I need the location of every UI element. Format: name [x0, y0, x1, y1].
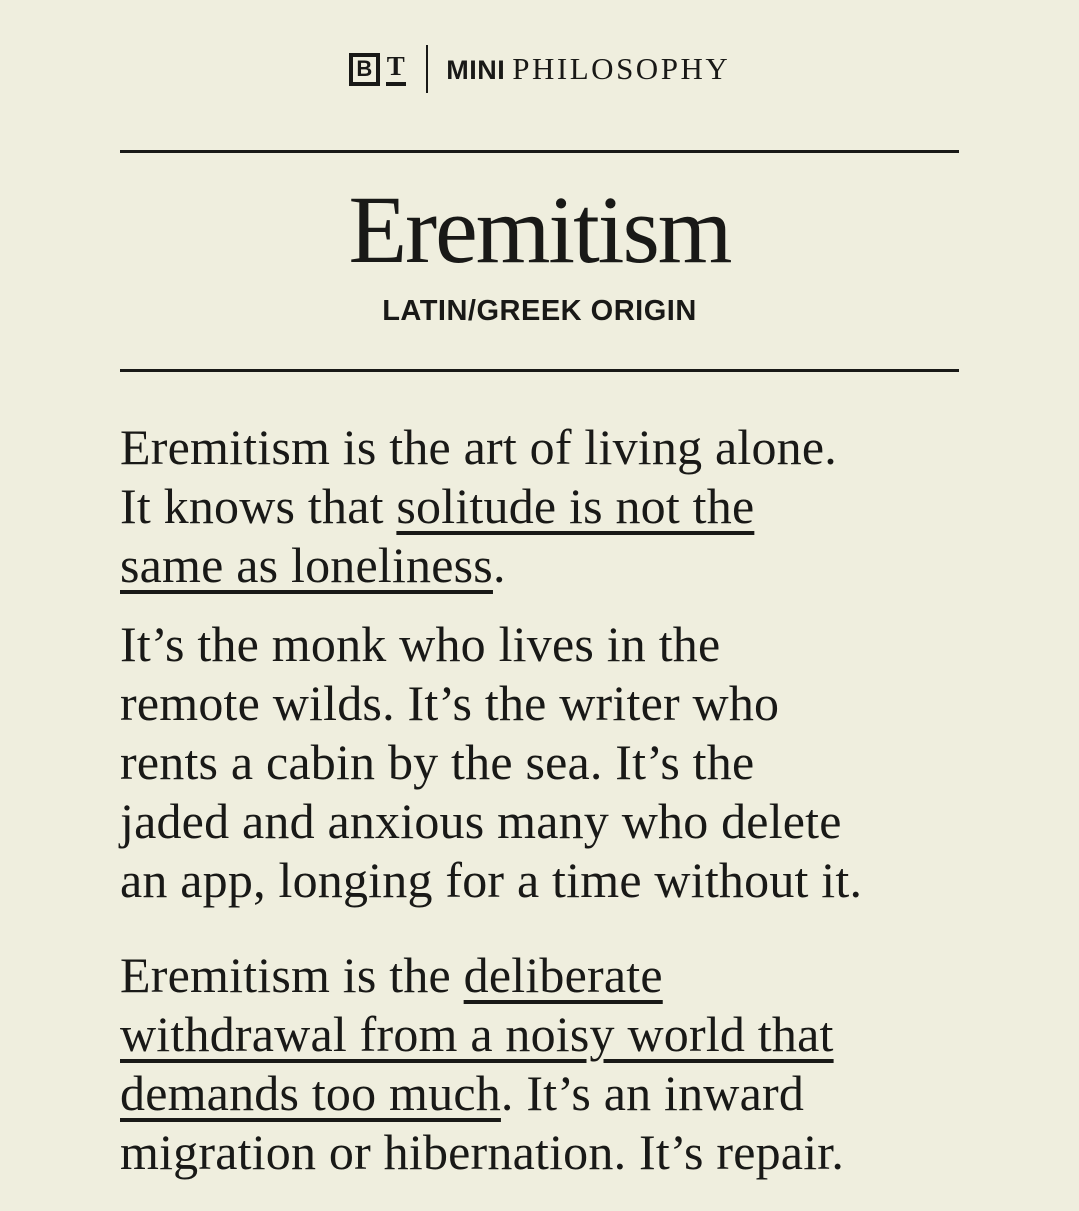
text-line — [120, 674, 1020, 733]
underlined-phrase: solitude is not the — [396, 478, 755, 534]
series-title-mini: MINI — [446, 55, 506, 85]
text-line — [120, 946, 1020, 1005]
logo-t-icon — [386, 50, 406, 86]
text-segment: jaded and anxious many who delete — [120, 793, 842, 849]
text-segment: It knows that — [120, 478, 397, 534]
logo-b-icon — [349, 53, 380, 86]
text-line — [120, 851, 1020, 910]
logo-b-letter: B — [356, 55, 373, 81]
divider-rule-bottom — [120, 369, 959, 372]
logo-divider — [426, 45, 429, 93]
paragraph — [120, 615, 1020, 910]
divider-rule-top — [120, 150, 959, 153]
text-line — [120, 477, 1020, 536]
origin-label: LATIN/GREEK ORIGIN — [382, 295, 697, 327]
underlined-phrase: withdrawal from a noisy world that — [120, 1006, 834, 1062]
text-segment: remote wilds. It’s the writer who — [120, 675, 780, 731]
text-segment: Eremitism is the — [120, 947, 464, 1003]
paragraph — [120, 418, 1020, 595]
text-line — [120, 1064, 1020, 1123]
text-line — [120, 536, 1020, 595]
text-line — [120, 733, 1020, 792]
underlined-phrase: same as loneliness — [120, 537, 493, 593]
logo-t-letter: T — [386, 50, 405, 81]
text-segment: migration or hibernation. It’s repair. — [120, 1124, 845, 1180]
text-segment: . It’s an inward — [500, 1065, 805, 1121]
paragraph — [120, 946, 1020, 1182]
series-title — [446, 51, 730, 87]
text-segment: rents a cabin by the sea. It’s the — [120, 734, 755, 790]
text-segment: an app, longing for a time without it. — [120, 852, 863, 908]
header — [0, 45, 1079, 93]
text-line — [120, 418, 1020, 477]
page-title: Eremitism — [348, 176, 731, 283]
text-segment: It’s the monk who lives in the — [120, 616, 721, 672]
text-line — [120, 1123, 1020, 1182]
text-line — [120, 792, 1020, 851]
text-segment: . — [492, 537, 506, 593]
text-line — [120, 615, 1020, 674]
definition-body — [120, 418, 1020, 1182]
text-line — [120, 1005, 1020, 1064]
bigthink-logo — [349, 50, 406, 86]
series-title-philosophy: PHILOSOPHY — [512, 51, 731, 86]
underlined-phrase: deliberate — [463, 947, 663, 1003]
text-segment: Eremitism is the art of living alone. — [120, 419, 837, 475]
underlined-phrase: demands too much — [120, 1065, 501, 1121]
